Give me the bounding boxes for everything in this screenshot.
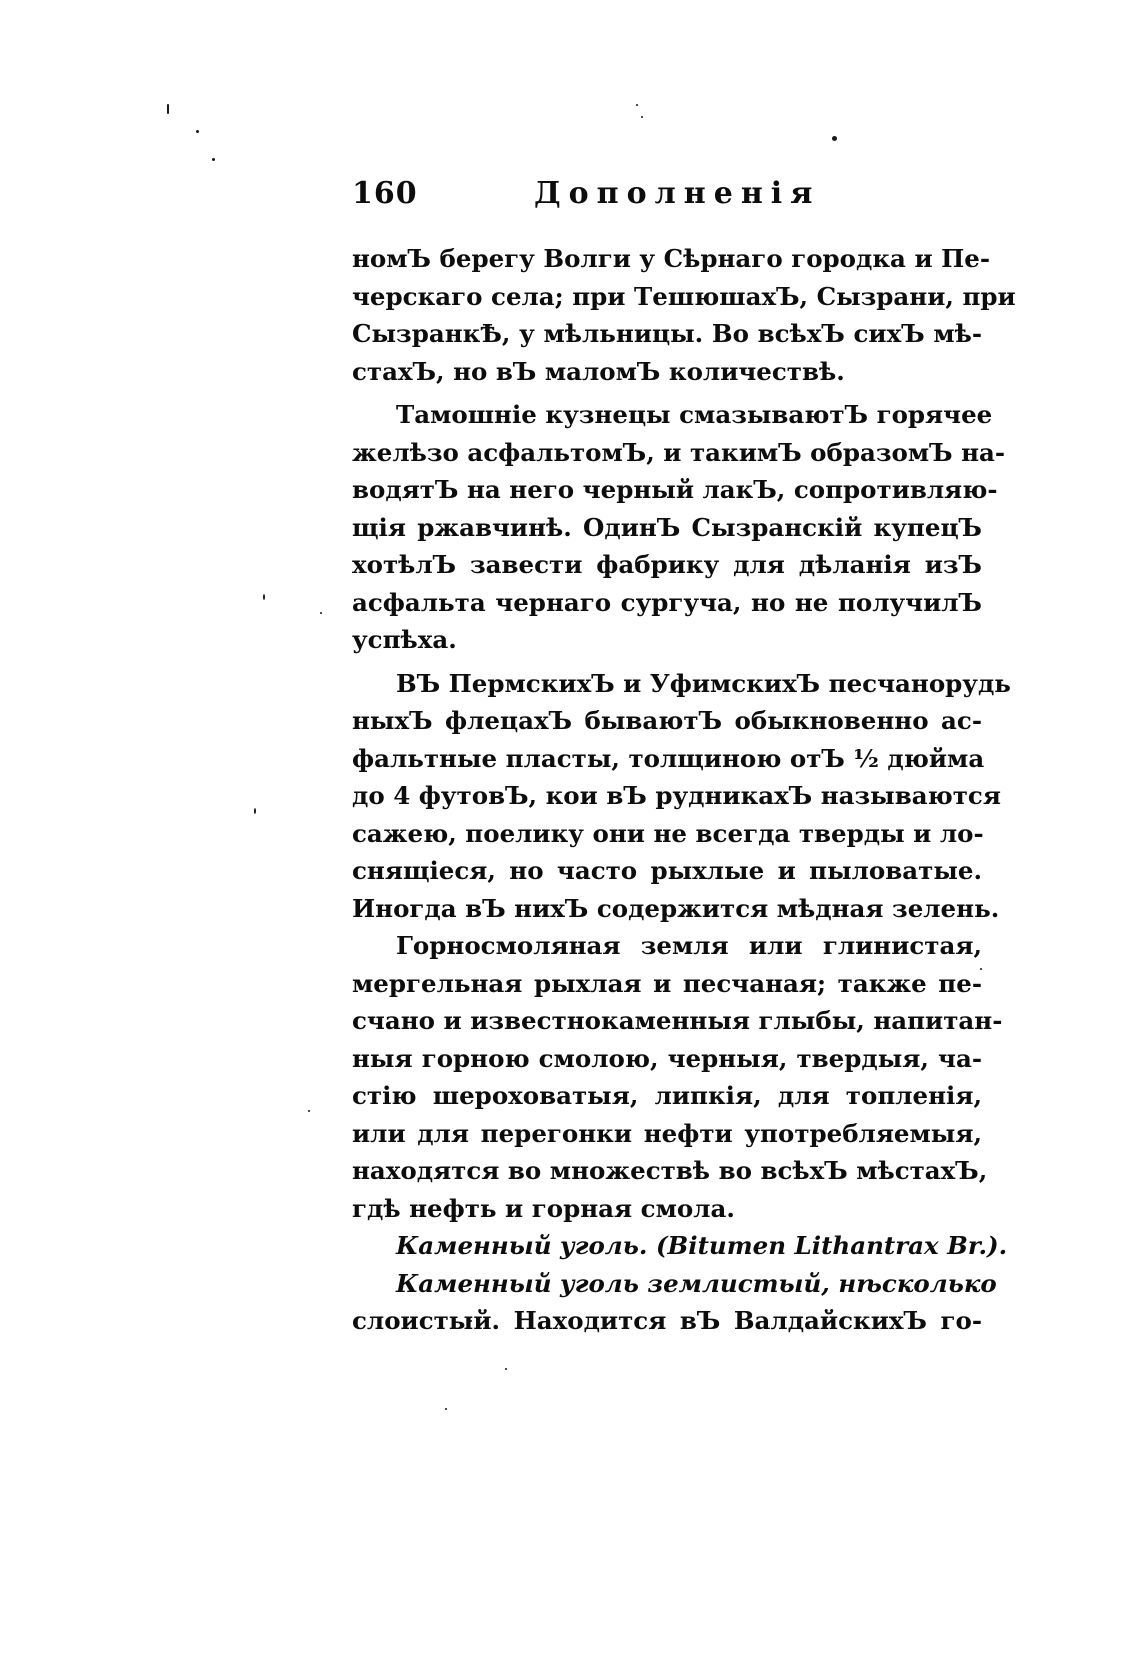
- print-speck: [308, 1110, 310, 1112]
- print-speck: [320, 612, 322, 614]
- text-line: фальтные пласты, толщиною отЪ ½ дюйма: [352, 743, 985, 773]
- paragraph: [352, 927, 1003, 1227]
- text-line: до 4 футовЪ, кои вЪ рудникахЪ называются: [352, 781, 1001, 810]
- text-line: СызранкѢ, у мѣльницы. Во всѣхЪ сихЪ мѣ-: [352, 319, 982, 348]
- text-line: ныхЪ флецахЪ бываютЪ обыкновенно ас-: [352, 706, 982, 735]
- print-speck: [263, 594, 265, 600]
- text-line: снящіеся, но часто рыхлые и пыловатые.: [352, 856, 982, 885]
- text-line: ВЪ ПермскихЪ и УфимскихЪ песчанорудь: [396, 668, 1011, 698]
- paragraph: [352, 665, 1011, 928]
- text-line: желѣзо асфальтомЪ, и такимЪ образомЪ на-: [352, 437, 1006, 467]
- body-text: [352, 240, 1016, 1340]
- text-line: находятся во множествѣ во всѣхЪ мѣстахЪ,: [352, 1156, 988, 1185]
- print-speck: [196, 130, 199, 133]
- text-line: стахЪ, но вЪ маломЪ количествѣ.: [352, 356, 845, 386]
- text-line: или для перегонки нефти употребляемыя,: [352, 1118, 982, 1148]
- print-speck: [254, 808, 256, 814]
- page-header: [352, 176, 992, 216]
- text-line: успѣха.: [352, 625, 457, 654]
- text-line: стію шероховатыя, липкія, для топленія,: [352, 1081, 982, 1110]
- text-line: черскаго села; при ТешюшахЪ, Сызрани, при: [352, 281, 1016, 311]
- print-speck: [641, 116, 643, 118]
- paragraph: [352, 396, 1006, 659]
- text-line: номЪ берегу Волги у Сѣрнаго городка и Пе-: [352, 244, 991, 273]
- text-line: щія ржавчинѣ. ОдинЪ Сызранскій купецЪ: [352, 512, 982, 542]
- text-line: Тамошніе кузнецы смазываютЪ горячее: [396, 400, 993, 429]
- print-speck: [636, 104, 638, 106]
- text-line: хотѣлЪ завести фабрику для дѣланія изЪ: [352, 550, 982, 579]
- text-line: слоистый. Находится вЪ ВалдайскихЪ го-: [352, 1306, 982, 1335]
- text-line: Каменный уголь. (Bitumen Lithantrax Br.).: [396, 1231, 1008, 1260]
- section-heading: [352, 1227, 1008, 1265]
- text-line: асфальта чернаго сургуча, но не получилЪ: [352, 587, 982, 617]
- text-line: водятЪ на него черный лакЪ, сопротивляю-: [352, 475, 998, 504]
- paragraph: [352, 1265, 997, 1340]
- text-line: гдѣ нефть и горная смола.: [352, 1193, 735, 1223]
- text-line: мергельная рыхлая и песчаная; также пе-: [352, 968, 982, 998]
- print-speck: [212, 158, 215, 161]
- page-number: 160: [352, 176, 418, 211]
- print-speck: [167, 104, 169, 114]
- text-line: Каменный уголь землистый, нѣсколько: [396, 1268, 997, 1298]
- print-speck: [505, 1368, 507, 1370]
- text-line: ныя горною смолою, черныя, твердыя, ча-: [352, 1043, 982, 1073]
- text-line: Иногда вЪ нихЪ содержится мѣдная зелень.: [352, 893, 1000, 923]
- paragraph: [352, 240, 1016, 390]
- text-line: сажею, поелику они не всегда тверды и ло-: [352, 818, 984, 848]
- print-speck: [445, 1408, 447, 1410]
- running-title: Дополненія: [534, 176, 821, 211]
- text-line: счано и известнокаменныя глыбы, напитан-: [352, 1006, 1003, 1035]
- print-speck: [832, 136, 837, 141]
- text-line: Горносмоляная земля или глинистая,: [396, 931, 982, 960]
